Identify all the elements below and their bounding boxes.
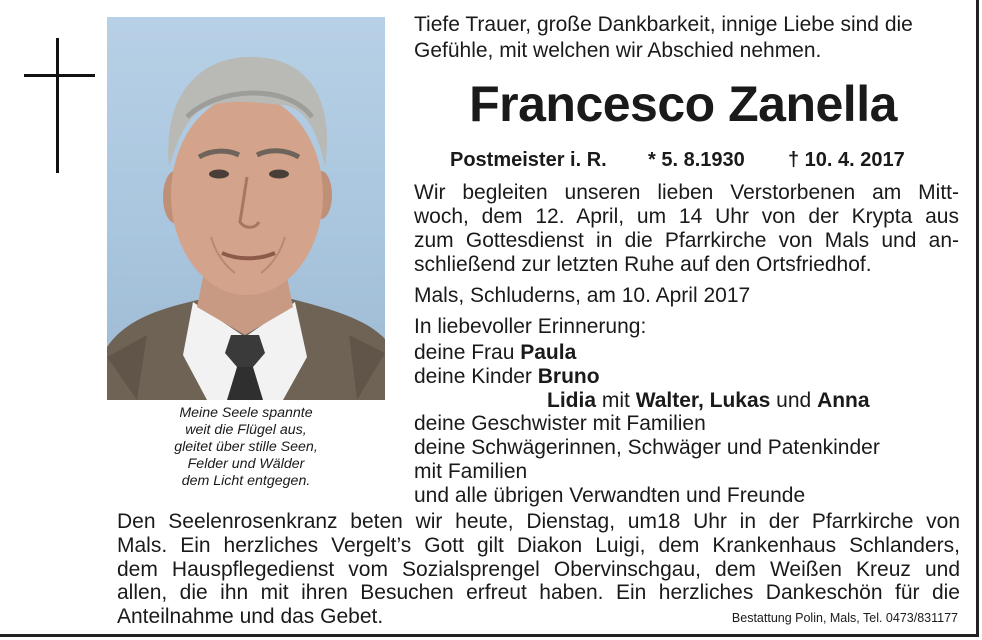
closing-line: Mals. Ein herzliches Vergelt’s Gott gilt Diakon Luigi, dem Krankenhaus Schlanders, bbox=[117, 533, 960, 557]
death-date: † 10. 4. 2017 bbox=[788, 149, 905, 171]
intro-line: Gefühle, mit welchen wir Abschied nehmen. bbox=[414, 39, 822, 62]
cross-vertical-bar bbox=[56, 38, 59, 173]
portrait-photo bbox=[107, 17, 385, 400]
poem-line: gleitet über stille Seen, bbox=[174, 439, 318, 455]
poem-caption bbox=[110, 405, 382, 490]
inlaws-continued-row: mit Familien bbox=[414, 459, 528, 483]
deceased-name: Francesco Zanella bbox=[469, 76, 897, 132]
family-wife-row bbox=[414, 341, 959, 365]
occupation-title: Postmeister i. R. bbox=[450, 149, 607, 171]
funeral-announcement bbox=[414, 181, 959, 277]
place-and-date: Mals, Schluderns, am 10. April 2017 bbox=[414, 284, 751, 307]
intro-text bbox=[414, 12, 954, 64]
inlaws-row: deine Schwägerinnen, Schwäger und Patenkinder bbox=[414, 436, 880, 460]
undertaker-credit: Bestattung Polin, Mals, Tel. 0473/831177 bbox=[731, 611, 958, 625]
funeral-line: schließend zur letzten Ruhe auf den Ortsfriedhof. bbox=[414, 253, 872, 276]
with-word: mit bbox=[601, 388, 630, 412]
portrait-illustration bbox=[107, 17, 385, 400]
family-list bbox=[414, 341, 959, 508]
closing-line: Den Seelenrosenkranz beten wir heute, Dienstag, um18 Uhr in der Pfarrkirche von bbox=[117, 510, 960, 533]
wife-prefix: deine Frau bbox=[414, 341, 515, 364]
family-child-row bbox=[414, 389, 959, 413]
child-name: Bruno bbox=[537, 364, 600, 388]
memory-heading: In liebevoller Erinnerung: bbox=[414, 315, 647, 338]
poem-line: weit die Flügel aus, bbox=[185, 422, 307, 438]
funeral-line: Wir begleiten unseren lieben Verstorbenen am Mitt- bbox=[414, 181, 959, 204]
funeral-line: zum Gottesdienst in die Pfarrkirche von Mals und an- bbox=[414, 229, 959, 252]
grandchild-name: Anna bbox=[817, 388, 870, 412]
funeral-line: woch, dem 12. April, um 14 Uhr von der Krypta aus bbox=[414, 205, 959, 228]
wife-name: Paula bbox=[520, 341, 577, 364]
siblings-row: deine Geschwister mit Familien bbox=[414, 412, 706, 436]
children-prefix: deine Kinder bbox=[414, 364, 532, 388]
poem-line: dem Licht entgegen. bbox=[181, 473, 311, 489]
closing-line: Anteilnahme und das Gebet. bbox=[117, 605, 384, 629]
closing-line: dem Hauspflegedienst vom Sozialsprengel Obervinschgau, dem Weißen Kreuz und bbox=[117, 557, 960, 581]
child-name: Lidia bbox=[547, 388, 597, 412]
partner-name: Walter, bbox=[635, 388, 704, 412]
family-children-row bbox=[414, 365, 959, 389]
and-word: und bbox=[776, 388, 812, 412]
poem-line: Felder und Wälder bbox=[187, 456, 305, 472]
poem-line: Meine Seele spannte bbox=[179, 405, 313, 421]
birth-date: * 5. 8.1930 bbox=[648, 149, 745, 171]
intro-line: Tiefe Trauer, große Dankbarkeit, innige Liebe sind die bbox=[414, 13, 913, 36]
grandchild-name: Lukas bbox=[709, 388, 771, 412]
closing-line: allen, die ihn mit ihren Besuchen erfreut haben. Ein herzliches Dankeschön für die bbox=[117, 581, 960, 605]
others-row: und alle übrigen Verwandten und Freunde bbox=[414, 483, 806, 507]
cross-horizontal-bar bbox=[24, 74, 95, 77]
